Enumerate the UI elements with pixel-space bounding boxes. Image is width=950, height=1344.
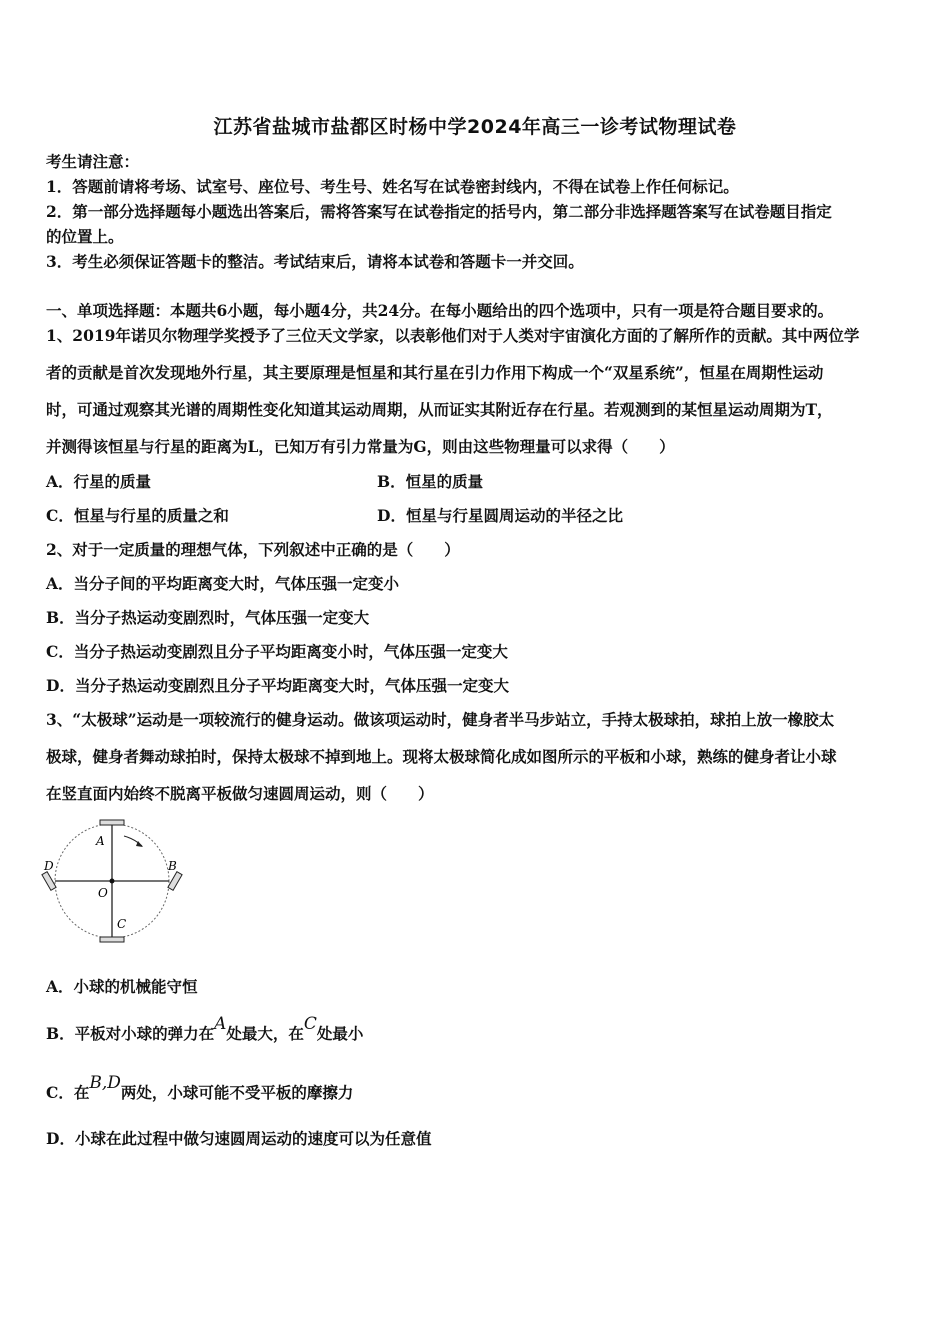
- q1-option-d: D．恒星与行星圆周运动的半径之比: [377, 506, 623, 525]
- q3-line-1: 3、“太极球”运动是一项较流行的健身运动。做该项运动时，健身者半马步站立，手持太极球拍，球拍上放一橡胶太: [46, 710, 835, 729]
- q1-line-4: 并测得该恒星与行星的距离为L，已知万有引力常量为G，则由这些物理量可以求得（ ）: [46, 437, 675, 456]
- q3-option-c-post: 两处，小球可能不受平板的摩擦力: [120, 1083, 354, 1102]
- q3-line-2: 极球，健身者舞动球拍时，保持太极球不掉到地上。现将太极球简化成如图所示的平板和小球，熟练的健身者让小球: [46, 747, 837, 766]
- section-heading: 一、单项选择题：本题共6小题，每小题4分，共24分。在每小题给出的四个选项中，只有一项是符合题目要求的。: [46, 301, 834, 320]
- label-a: A: [96, 834, 105, 848]
- q3-option-b: [46, 1014, 364, 1044]
- q2-option-d: D．当分子热运动变剧烈且分子平均距离变大时，气体压强一定变大: [46, 676, 509, 695]
- notice-item-2-cont: 的位置上。: [46, 227, 124, 246]
- page-title: 江苏省盐城市盐都区时杨中学2024年高三一诊考试物理试卷: [213, 116, 737, 138]
- q3-option-b-pre: B．平板对小球的弹力在: [46, 1024, 215, 1043]
- paddle-bottom: [100, 937, 124, 942]
- paddle-top: [100, 820, 124, 825]
- q1-option-c: C．恒星与行星的质量之和: [46, 506, 229, 525]
- symbol-a: A: [214, 1014, 227, 1034]
- paddle-left: [42, 872, 56, 891]
- q3-option-c: [46, 1073, 354, 1103]
- q3-option-c-pre: C．在: [46, 1083, 90, 1102]
- q3-option-a: A．小球的机械能守恒: [46, 977, 198, 996]
- center-point: [110, 879, 115, 884]
- notice-item-3: 3．考生必须保证答题卡的整洁。考试结束后，请将本试卷和答题卡一并交回。: [46, 252, 584, 271]
- q2-stem: 2、对于一定质量的理想气体，下列叙述中正确的是（ ）: [46, 540, 460, 559]
- q3-option-d: D．小球在此过程中做匀速圆周运动的速度可以为任意值: [46, 1129, 432, 1148]
- q1-line-2: 者的贡献是首次发现地外行星，其主要原理是恒星和其行星在引力作用下构成一个“双星系统”，恒星在周期性运动: [46, 363, 824, 382]
- q3-option-b-post: 处最小: [316, 1024, 364, 1043]
- q1-line-1: 1、2019年诺贝尔物理学奖授予了三位天文学家，以表彰他们对于人类对宇宙演化方面的了解所作的贡献。其中两位学: [46, 326, 860, 345]
- notice-item-2: 2．第一部分选择题每小题选出答案后，需将答案写在试卷指定的括号内，第二部分非选择题答案写在试卷题目指定: [46, 202, 832, 221]
- q2-option-b: B．当分子热运动变剧烈时，气体压强一定变大: [46, 608, 370, 627]
- notice-heading: 考生请注意：: [46, 152, 140, 171]
- label-d: D: [44, 859, 54, 873]
- q3-option-b-mid: 处最大，在: [226, 1024, 304, 1043]
- q3-line-3: 在竖直面内始终不脱离平板做匀速圆周运动，则（ ）: [46, 784, 434, 803]
- q1-option-b: B．恒星的质量: [377, 472, 484, 491]
- tai-chi-ball-figure: [40, 814, 200, 949]
- notice-item-1: 1．答题前请将考场、试室号、座位号、考生号、姓名写在试卷密封线内，不得在试卷上作任何标记。: [46, 177, 739, 196]
- symbol-c: C: [303, 1014, 317, 1034]
- q2-option-a: A．当分子间的平均距离变大时，气体压强一定变小: [46, 574, 400, 593]
- label-o: O: [98, 886, 108, 900]
- paddle-right: [168, 872, 182, 891]
- q1-line-3: 时，可通过观察其光谱的周期性变化知道其运动周期，从而证实其附近存在行星。若观测到的某恒星运动周期为T，: [46, 400, 833, 419]
- q1-option-a: A．行星的质量: [46, 472, 152, 491]
- symbol-bd: B,D: [89, 1073, 121, 1093]
- label-b: B: [168, 859, 177, 873]
- q2-option-c: C．当分子热运动变剧烈且分子平均距离变小时，气体压强一定变大: [46, 642, 508, 661]
- label-c: C: [117, 917, 127, 931]
